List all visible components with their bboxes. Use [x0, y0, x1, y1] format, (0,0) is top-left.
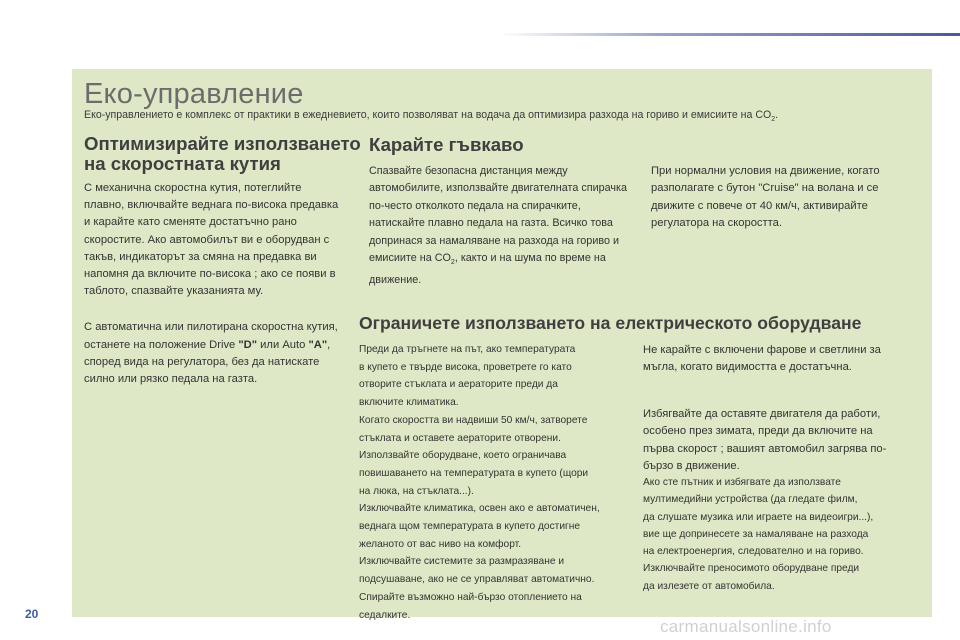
driving-column-left [369, 163, 631, 289]
intro-text [84, 109, 924, 123]
electric-left-line: Когато скоростта ви надвиши 50 км/ч, затворете [359, 414, 588, 426]
gearbox-manual-paragraph: С механична скоростна кутия, потеглийте плавно, включвайте веднага по-висока предавка и карайте като сменяте достатъчно рано скоростите. Ако автомобилът ви е оборудван с такъв, индикаторът за смяна на предавка ви напомня да включите по-висока ; ако се появи в таблото, спазвайте указанията му. [84, 182, 339, 298]
passenger-line: на електроенергия, следователно и на гориво. [643, 546, 864, 558]
page-title: Еко-управление [84, 78, 304, 110]
electric-left-line: Спирайте възможно най-бързо отоплението на [359, 591, 582, 603]
driving-text: Спазвайте безопасна дистанция между автомобилите, използвайте двигателната спирачка по-често отколкото педала на спирачките, натискайте плавно педала на газта. Всичко това допринася за намаляване на разхода на гориво и емисиите на CO [369, 165, 627, 265]
electric-left-line: Изключвайте системите за размразяване и [359, 556, 565, 568]
electric-left-line: седалките. [359, 609, 411, 621]
gearbox-auto-text-mid: или Auto [257, 338, 309, 351]
intro-text-main: Еко-управлението е комплекс от практики в ежедневието, които позволяват на водача да оптимизира разхода на гориво и емисиите на CO [84, 109, 772, 121]
idle-engine-paragraph: Избягвайте да оставяте двигателя да работи, особено през зимата, преди да включите на първа скорост ; вашият автомобил загрява по-бързо в движение. [643, 407, 887, 473]
driving-column-right [651, 163, 906, 233]
header-rule [500, 33, 960, 36]
cruise-control-paragraph: При нормални условия на движение, когато разполагате с бутон "Cruise" на волана и се движите с повече от 40 км/ч, активирайте регулатора на скоростта. [651, 165, 880, 230]
electric-left-line: подсушаване, ако не се управляват автоматично. [359, 574, 595, 586]
headlights-paragraph: Не карайте с включени фарове и светлини за мъгла, когато видимостта е достатъчна. [643, 344, 881, 374]
electric-left-line: в купето е твърде висока, проветрете го като [359, 361, 572, 373]
electric-left-line: Изключвайте климатика, освен ако е автоматичен, [359, 503, 600, 515]
passenger-line: мултимедийни устройства (да гледате филм, [643, 494, 858, 506]
gearbox-heading-line1: Оптимизирайте използването [84, 133, 361, 154]
electric-left-line: Използвайте оборудване, което ограничава [359, 450, 567, 462]
passenger-line: да слушате музика или играете на видеоигри...), [643, 511, 874, 523]
driving-text-end: , както и на шума по време на движение. [369, 252, 606, 286]
gearbox-auto-text-end: , според вида на регулатора, без да натискате силно или рязко педала на газта. [84, 338, 331, 386]
passenger-line: вие ще допринесете за намаляване на разхода [643, 528, 869, 540]
electric-left-line: на люка, на стъклата...). [359, 485, 474, 497]
driving-heading: Карайте гъвкаво [369, 134, 524, 155]
gearbox-auto-paragraph [84, 319, 342, 388]
electric-left-line: желаното от вас ниво на комфорт. [359, 538, 522, 550]
watermark: carmanualsonline.info [660, 617, 832, 636]
gearbox-heading-line2: на скоростната кутия [84, 153, 281, 174]
electric-left-line: включите климатика. [359, 397, 459, 409]
electric-left-line: Преди да тръгнете на път, ако температурата [359, 344, 576, 355]
electric-heading: Ограничете използването на електрическото оборудване [359, 313, 862, 333]
electric-column-right [643, 342, 905, 475]
electric-left-line: повишаването на температурата в купето (щори [359, 467, 589, 479]
intro-text-end: . [775, 109, 779, 121]
gearbox-auto-text: С автоматична или пилотирана скоростна кутия, останете на положение Drive [84, 321, 338, 351]
auto-mode-label: "A" [308, 338, 328, 351]
passenger-line: да излезете от автомобила. [643, 580, 775, 592]
electric-left-line: веднага щом температурата в купето достигне [359, 521, 581, 533]
electric-column-left [359, 341, 634, 624]
electric-passenger-column [643, 474, 908, 595]
page-number: 20 [25, 607, 39, 621]
gearbox-column [84, 180, 342, 388]
passenger-line: Изключвайте преносимото оборудване преди [643, 563, 860, 575]
electric-left-line: отворите стъклата и аераторите преди да [359, 379, 558, 391]
driving-paragraph [369, 163, 631, 289]
electric-left-line: стъклата и оставете аераторите отворени. [359, 432, 561, 444]
passenger-line: Ако сте пътник и избягвате да използвате [643, 477, 841, 488]
driving-co2-subscript: 2 [450, 259, 455, 267]
drive-mode-label: "D" [238, 338, 258, 351]
intro-co2-subscript: 2 [771, 116, 776, 124]
gearbox-heading [84, 134, 361, 174]
